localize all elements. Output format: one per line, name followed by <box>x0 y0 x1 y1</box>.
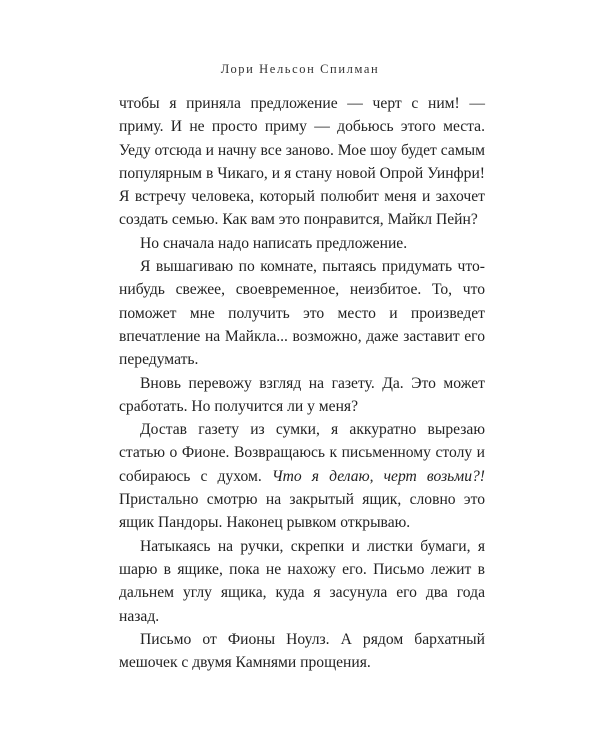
paragraph: Но сначала надо написать предложение. <box>140 234 408 252</box>
paragraph <box>119 418 485 534</box>
paragraph-text: Пристально смотрю на закрытый ящик, словно это ящик Пандоры. Наконец рывком открываю. <box>119 491 485 532</box>
paragraph: Письмо от Фионы Ноулз. А рядом бархатный мешочек с двумя Камнями прощения. <box>119 630 485 672</box>
italic-thought: Что я делаю, черт возьми?! <box>271 467 485 485</box>
paragraph: чтобы я приняла предложение — черт с ним! — приму. И не просто приму — добьюсь этого места. Уеду отсюда и начну все заново. Мое шоу будет самым популярным в Чикаго, и я стану новой Опрой Уинфри! Я встречу человека, который полюбит меня и захочет создать семью. Как вам это понравится, Майкл Пейн? <box>119 95 485 229</box>
paragraph: Натыкаясь на ручки, скрепки и листки бумаги, я шарю в ящике, пока не нахожу его. Письмо лежит в дальнем углу ящика, куда я засунула его два года назад. <box>119 537 485 625</box>
paragraph: Я вышагиваю по комнате, пытаясь придумать что-нибудь свежее, своевременное, неизбитое. То, что поможет мне получить это место и произведет впечатление на Майкла... возможно, даже заставит его передумать. <box>119 258 485 369</box>
paragraph-text: Достав газету из сумки, я аккуратно вырезаю статью о Фионе. Возвращаюсь к письменному столу и собираюсь с духом. <box>119 421 485 485</box>
paragraph: Вновь перевожу взгляд на газету. Да. Это может сработать. Но получится ли у меня? <box>119 374 485 415</box>
body-text <box>119 92 485 674</box>
running-head: Лори Нельсон Спилман <box>220 62 380 76</box>
